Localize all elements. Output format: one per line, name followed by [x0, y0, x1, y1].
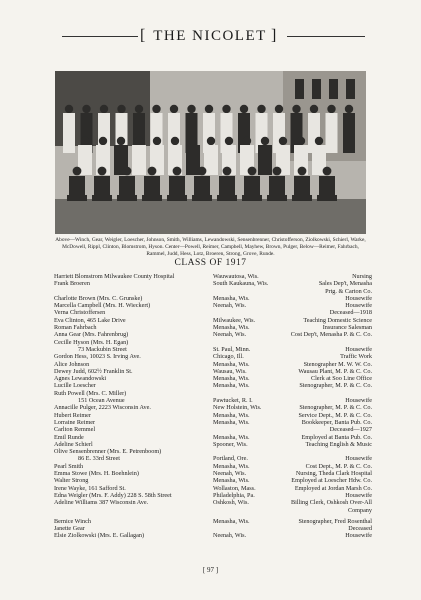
photo-person-legs	[267, 195, 287, 201]
photo-person-head	[279, 137, 287, 145]
roster-name: Adeline Williams 387 Wisconsin Ave.	[54, 499, 149, 507]
photo-lawn	[55, 199, 366, 234]
photo-person-head	[123, 167, 132, 176]
roster-occupation: Cost Dept., M. P. & C. Co.	[305, 462, 372, 470]
class-heading: CLASS OF 1917	[174, 258, 247, 268]
photo-window	[312, 79, 321, 99]
roster-name: Frank Broeren	[54, 280, 90, 288]
roster-row	[54, 309, 372, 316]
roster-row	[54, 525, 372, 532]
roster-occupation: Sales Dep't, Menasha	[318, 280, 372, 288]
roster-row	[54, 390, 372, 397]
roster-row	[54, 507, 372, 514]
roster-name: Carlton Remmel	[54, 426, 96, 434]
photo-person-head	[273, 167, 282, 176]
roster-occupation: Insurance Salesman	[322, 324, 372, 332]
photo-person-head	[117, 105, 125, 113]
roster-place: Menasha, Wis.	[213, 517, 250, 525]
roster-row	[54, 339, 372, 346]
photo-person-body	[119, 176, 135, 196]
roster-name: Roman Fahrbach	[54, 324, 97, 332]
photo-person-head	[243, 137, 251, 145]
photo-person-head	[152, 105, 160, 113]
photo-person-body	[94, 176, 110, 196]
roster-row	[54, 485, 372, 492]
photo-person-head	[345, 105, 353, 113]
roster-place: Oshkosh, Wis.	[213, 499, 249, 507]
photo-person-head	[189, 137, 197, 145]
roster-occupation: Bookkeeper, Banta Pub. Co.	[301, 418, 372, 426]
roster-name: Dewey Judd, 602½ Franklin St.	[54, 367, 133, 375]
photo-person-body	[319, 176, 335, 196]
photo-person-head	[170, 105, 178, 113]
roster-name: Olive Sensenbrenner (Mrs. E. Petrenboom)	[54, 448, 162, 456]
roster-row	[54, 317, 372, 324]
roster-occupation: Stenographer, M. P. & C. Co.	[299, 404, 372, 412]
roster-name: 86 E. 33rd Street	[78, 455, 120, 463]
roster-row	[54, 426, 372, 433]
roster-name: Eva Clinton, 465 Lake Drive	[54, 316, 126, 324]
roster-name: Lorraine Reimer	[54, 418, 96, 426]
roster-row	[54, 434, 372, 441]
photo-person-body	[326, 113, 338, 153]
roster-occupation: Company	[347, 506, 372, 514]
roster-row	[54, 448, 372, 455]
roster-row	[54, 492, 372, 499]
photo-person-head	[310, 105, 318, 113]
roster-row	[54, 382, 372, 389]
roster-place: Pawtucket, R. I.	[213, 397, 253, 405]
roster-row	[54, 470, 372, 477]
roster-name: Marcella Campbell (Mrs. H. Wieckert)	[54, 302, 151, 310]
page-title: THE NICOLET	[153, 28, 267, 44]
roster-place: Neenah, Wis.	[213, 470, 247, 478]
photo-person-legs	[92, 195, 112, 201]
roster-place: Menasha, Wis.	[213, 477, 250, 485]
roster-occupation: Employed at Jordan Marsh Co.	[294, 484, 372, 492]
roster-row	[54, 324, 372, 331]
photo-person-body	[144, 176, 160, 196]
roster-place: Menasha, Wis.	[213, 324, 250, 332]
roster-name: Adeline Schierl	[54, 440, 93, 448]
photo-person-head	[82, 105, 90, 113]
roster-place: Wauwautosa, Wis.	[213, 273, 259, 280]
photo-person-legs	[242, 195, 262, 201]
photo-person-head	[171, 137, 179, 145]
roster-occupation: Housewife	[345, 532, 372, 540]
photo-person-head	[240, 105, 248, 113]
photo-window	[346, 79, 355, 99]
roster-row	[54, 368, 372, 375]
roster-place: Neenah, Wis.	[213, 302, 247, 310]
roster-row	[54, 419, 372, 426]
photo-person-head	[327, 105, 335, 113]
header-bracket-left: [	[140, 27, 146, 44]
roster-place: Wollaston, Mass.	[213, 484, 256, 492]
photo-person-head	[153, 137, 161, 145]
roster-name: Annacille Pulger, 2223 Wisconsin Ave.	[54, 404, 151, 412]
class-roster	[54, 273, 372, 540]
photo-person-head	[99, 137, 107, 145]
roster-occupation: Housewife	[345, 294, 372, 302]
roster-row	[54, 499, 372, 506]
photo-person-legs	[192, 195, 212, 201]
roster-place: South Kaukauna, Wis.	[213, 280, 269, 288]
roster-occupation: Service Dept., M. P. & C. Co.	[298, 411, 372, 419]
roster-occupation: Deceased	[348, 525, 372, 533]
header-bracket-right: ]	[271, 27, 277, 44]
roster-place: Milwaukee, Wis.	[213, 316, 256, 324]
photo-person-body	[132, 145, 146, 175]
roster-place: Menasha, Wis.	[213, 294, 250, 302]
photo-person-head	[223, 167, 232, 176]
photo-person-body	[269, 176, 285, 196]
roster-row	[54, 302, 372, 309]
photo-person-head	[98, 167, 107, 176]
roster-row	[54, 280, 372, 287]
roster-occupation: Deceased—1918	[329, 309, 372, 317]
roster-name: Edna Weigler (Mrs. F. Addy) 228 S. 58th Street	[54, 491, 172, 499]
roster-row	[54, 412, 372, 419]
roster-place: Neenah, Wis.	[213, 331, 247, 339]
photo-person-head	[225, 137, 233, 145]
roster-name: Verna Christoffersen	[54, 309, 106, 317]
roster-occupation: Traffic Work	[340, 353, 372, 361]
roster-name: Bernice Winch	[54, 517, 91, 525]
photo-caption: Above—Winch, Gear, Weigler, Loescher, Johnson, Smith, Williams, Lewandowski, Sensenbrenner, Christofferson, Ziolkowski, Schierl, Warke, McDowell, Rippl, Clinton, Blomstrom, Hyson. Center—Powell, Reimer, Campbell, Mayhew, Brown, Pulger, Below—Reimer, Fahrbach, Rammel, Judd, Hess, Lotz, Broeren, Strong, Grove, Runde.	[55, 237, 366, 257]
photo-person-head	[315, 137, 323, 145]
roster-occupation: Nursing	[352, 273, 372, 280]
roster-place: Menasha, Wis.	[213, 382, 250, 390]
roster-row	[54, 477, 372, 484]
roster-row	[54, 346, 372, 353]
roster-occupation: Housewife	[345, 345, 372, 353]
photo-person-head	[198, 167, 207, 176]
roster-occupation: Housewife	[345, 455, 372, 463]
roster-name: Janette Gear	[54, 525, 85, 533]
photo-person-head	[135, 105, 143, 113]
photo-person-body	[69, 176, 85, 196]
roster-name: Elsie Ziolkowski (Mrs. E. Gallagan)	[54, 532, 145, 540]
photo-person-head	[248, 167, 257, 176]
roster-occupation: Cost Dep't, Menasha P. & C. Co.	[290, 331, 372, 339]
photo-person-head	[207, 137, 215, 145]
roster-name: Gordon Hess, 10023 S. Irving Ave.	[54, 353, 141, 361]
roster-name: 151 Ocean Avenue	[78, 397, 125, 405]
photo-person-legs	[292, 195, 312, 201]
photo-person-body	[343, 113, 355, 153]
roster-occupation: Employed at Banta Pub. Co.	[301, 433, 372, 441]
roster-occupation: Housewife	[345, 397, 372, 405]
roster-place: New Holstein, Wis.	[213, 404, 262, 412]
photo-window	[295, 79, 304, 99]
photo-person-head	[205, 105, 213, 113]
roster-row	[54, 532, 372, 539]
photo-person-head	[117, 137, 125, 145]
roster-name: Anna Gear (Mrs. Fahrenbrug)	[54, 331, 129, 339]
roster-place: Wausau, Wis.	[213, 367, 247, 375]
roster-occupation: Employed at Loescher Hdw. Co.	[291, 477, 372, 485]
roster-place: Spooner, Wis.	[213, 440, 248, 448]
roster-occupation: Stenographer, Fred Rosenthal	[298, 517, 372, 525]
page-header	[0, 26, 421, 46]
roster-place: Menasha, Wis.	[213, 411, 250, 419]
roster-name: Harriett Blomstrom Milwaukee County Hospital	[54, 273, 175, 280]
roster-name: Emil Runde	[54, 433, 84, 441]
roster-row	[54, 273, 372, 280]
roster-occupation: Housewife	[345, 491, 372, 499]
roster-occupation: Nursing, Theda Clark Hospital	[295, 470, 372, 478]
roster-row	[54, 288, 372, 295]
photo-window	[329, 79, 338, 99]
photo-person-body	[63, 113, 75, 153]
photo-person-head	[298, 167, 307, 176]
roster-occupation: Teaching Domestic Science	[303, 316, 372, 324]
class-photo-image	[55, 71, 366, 234]
page-number: [ 97 ]	[202, 566, 219, 574]
roster-row	[54, 518, 372, 525]
photo-person-legs	[67, 195, 87, 201]
photo-person-body	[169, 176, 185, 196]
roster-place: Portland, Ore.	[213, 455, 248, 463]
photo-person-head	[257, 105, 265, 113]
roster-name: Cecille Hyson (Mrs. H. Egan)	[54, 338, 129, 346]
photo-person-body	[294, 176, 310, 196]
roster-occupation: Stenographer M. W. W. Co.	[303, 360, 372, 368]
photo-person-head	[173, 167, 182, 176]
roster-place: Menasha, Wis.	[213, 418, 250, 426]
photo-person-body	[219, 176, 235, 196]
roster-name: Emma Stowe (Mrs. H. Boehnlein)	[54, 470, 139, 478]
photo-person-head	[148, 167, 157, 176]
photo-person-head	[275, 105, 283, 113]
roster-row	[54, 455, 372, 462]
photo-person-legs	[117, 195, 137, 201]
roster-place: Menasha, Wis.	[213, 375, 250, 383]
roster-row	[54, 353, 372, 360]
photo-person-head	[261, 137, 269, 145]
roster-row	[54, 397, 372, 404]
photo-person-head	[292, 105, 300, 113]
roster-row	[54, 361, 372, 368]
roster-place: Menasha, Wis.	[213, 462, 250, 470]
roster-name: Walter Strong	[54, 477, 89, 485]
roster-name: Alice Johnson	[54, 360, 90, 368]
roster-occupation: Housewife	[345, 302, 372, 310]
roster-name: Lucille Loescher	[54, 382, 96, 390]
photo-person-head	[297, 137, 305, 145]
roster-place: Neenah, Wis.	[213, 532, 247, 540]
photo-person-head	[65, 105, 73, 113]
roster-place: Menasha, Wis.	[213, 433, 250, 441]
photo-person-head	[100, 105, 108, 113]
photo-person-legs	[142, 195, 162, 201]
roster-place: Chicago, Ill.	[213, 353, 244, 361]
roster-occupation: Stenographer, M. P. & C. Co.	[299, 382, 372, 390]
roster-occupation: Teaching English & Music	[305, 440, 372, 448]
photo-person-head	[135, 137, 143, 145]
photo-person-head	[81, 137, 89, 145]
header-rule-right	[287, 36, 365, 37]
roster-row	[54, 404, 372, 411]
roster-occupation: Clerk at Soo Line Office	[310, 375, 372, 383]
header-rule-left	[62, 36, 138, 37]
photo-person-head	[187, 105, 195, 113]
photo-person-head	[222, 105, 230, 113]
class-photo	[55, 71, 366, 234]
photo-person-body	[258, 145, 272, 175]
roster-row	[54, 295, 372, 302]
photo-person-body	[194, 176, 210, 196]
roster-row	[54, 441, 372, 448]
roster-row	[54, 463, 372, 470]
roster-row	[54, 331, 372, 338]
roster-place: St. Paul, Minn.	[213, 345, 251, 353]
roster-name: Ruth Powell (Mrs. C. Miller)	[54, 389, 127, 397]
roster-place: Menasha, Wis.	[213, 360, 250, 368]
roster-name: Hubert Reimer	[54, 411, 91, 419]
photo-person-body	[244, 176, 260, 196]
roster-occupation: Billing Clerk, Oshkosh Over-All	[291, 499, 372, 507]
photo-person-legs	[167, 195, 187, 201]
photo-person-head	[73, 167, 82, 176]
roster-name: Agnes Lewandowski	[54, 375, 107, 383]
roster-occupation: Wausau Plant, M. P. & C. Co.	[298, 367, 372, 375]
roster-name: 73 Mackubin Street	[78, 345, 127, 353]
roster-occupation: Prtg. & Carton Co.	[325, 287, 372, 295]
roster-name: Charlotte Brown (Mrs. C. Grunske)	[54, 294, 143, 302]
photo-person-legs	[317, 195, 337, 201]
photo-person-head	[323, 167, 332, 176]
roster-row	[54, 375, 372, 382]
roster-name: Irene Wayke, 161 Safford St.	[54, 484, 126, 492]
roster-name: Pearl Smith	[54, 462, 84, 470]
photo-person-legs	[217, 195, 237, 201]
roster-occupation: Deceased—1927	[329, 426, 372, 434]
roster-place: Philadelphia, Pa.	[213, 491, 255, 499]
